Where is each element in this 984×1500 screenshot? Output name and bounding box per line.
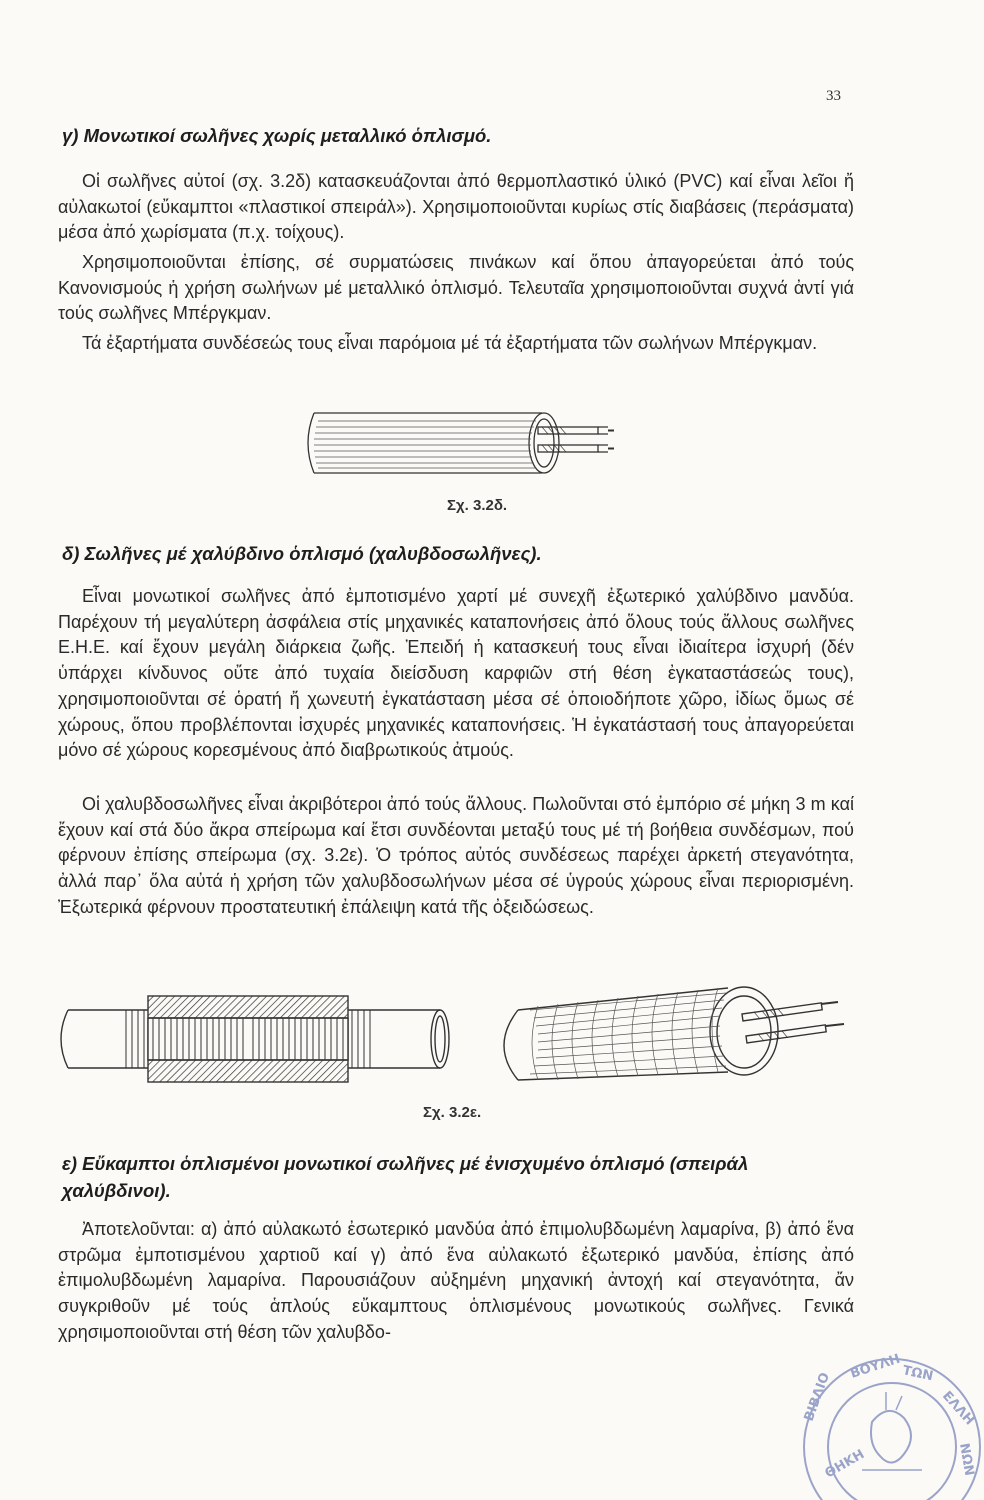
section-d-heading: δ) Σωλῆνες μέ χαλύβδινο ὁπλισμό (χαλυβδοσωλῆνες).: [62, 543, 542, 564]
section-e-heading: ε) Εὔκαμπτοι ὁπλισμένοι μονωτικοί σωλῆνες μέ ἐνισχυμένο ὁπλισμό (σπειράλ χαλύβδινοι).: [62, 1153, 749, 1201]
figure-3-2d-pvc-conduit: [296, 405, 626, 485]
svg-text:ΒΙΒΛΙΟ: ΒΙΒΛΙΟ: [801, 1370, 834, 1424]
library-stamp-seal: [792, 1351, 977, 1500]
svg-text:ΝΩΝ: ΝΩΝ: [956, 1442, 977, 1478]
section-g-heading: γ) Μονωτικοί σωλῆνες χωρίς μεταλλικό ὁπλισμό.: [62, 125, 492, 146]
svg-text:ΘΗΚΗ: ΘΗΚΗ: [822, 1447, 868, 1482]
section-g-paragraph-1: Οἱ σωλῆνες αὐτοί (σχ. 3.2δ) κατασκευάζονται ἀπό θερμοπλαστικό ὑλικό (PVC) καί εἶναι λεῖοι ἤ αὐλακωτοί (εὔκαμπτοι «πλαστικοί σπειράλ»). Χρησιμοποιοῦνται κυρίως στίς διαβάσεις (περάσματα) μέσα ἀπό χωρίσματα (π.χ. τοίχους).: [58, 171, 854, 243]
figure-3-2e-armoured-conduit: [478, 976, 858, 1096]
section-e-paragraph-1: Ἀποτελοῦνται: α) ἀπό αὐλακωτό ἐσωτερικό μανδύα ἀπό ἐπιμολυβδωμένη λαμαρίνα, β) ἀπό ἕνα στρῶμα ἐμποτισμένου χαρτιοῦ καί γ) ἀπό ἕνα αὐλακωτό ἐξωτερικό μανδύα, ἐπίσης ἀπό ἐπιμολυβδωμένη λαμαρίνα. Παρουσιάζουν αὐξημένη μηχανική ἀντοχή καί στεγανότητα, ἄν συγκριθοῦν μέ τούς ἁπλούς εὔκαμπτους ὁπλισμένους μονωτικούς σωλῆνες. Γενικά χρησιμοποιοῦνται στή θέση τῶν χαλυβδο-: [58, 1219, 854, 1342]
section-d-paragraph-2: Οἱ χαλυβδοσωλῆνες εἶναι ἀκριβότεροι ἀπό τούς ἄλλους. Πωλοῦνται στό ἐμπόριο σέ μήκη 3 m καί ἔχουν καί στά δύο ἄκρα σπείρωμα καί ἔτσι συνδέονται μεταξύ τους μέ τή βοήθεια συνδέσμων, πού φέρνουν ἐπίσης σπείρωμα (σχ. 3.2ε). Ὁ τρόπος αὐτός συνδέσεως παρέχει ἀρκετή στεγανότητα, ἀλλά παρ᾽ ὅλα αὐτά ἡ χρήση τῶν χαλυβδοσωλήνων μέσα σέ ὑγρούς χώρους εἶναι περιορισμένη. Ἐξωτερικά φέρνουν προστατευτική ἐπάλειψη κατά τῆς ὀξειδώσεως.: [58, 794, 854, 917]
figure-3-2e-caption: Σχ. 3.2ε.: [423, 1104, 482, 1121]
section-g-paragraph-2: Χρησιμοποιοῦνται ἐπίσης, σέ συρματώσεις πινάκων καί ὅπου ἀπαγορεύεται ἀπό τούς Κανονισμούς ἡ χρήση σωλήνων μέ μεταλλικό ὁπλισμό. Τελευταῖα χρησιμοποιοῦνται συχνά ἀντί γιά τούς σωλῆνες Μπέργκμαν.: [58, 252, 854, 324]
figure-3-2d-caption: Σχ. 3.2δ.: [447, 497, 508, 514]
svg-text:ΒΟΥΛΗ: ΒΟΥΛΗ: [848, 1351, 903, 1382]
section-d-paragraph-1: Εἶναι μονωτικοί σωλῆνες ἀπό ἐμποτισμένο χαρτί μέ συνεχῆ ἐξωτερικό χαλύβδινο μανδύα. Παρέχουν τή μεγαλύτερη ἀσφάλεια στίς μηχανικές καταπονήσεις ἀπό ὅλους τούς ἄλλους σωλῆνες Ε.Η.Ε. καί ἔχουν μεγάλη διάρκεια ζωῆς. Ἐπειδή ἡ κατασκευή τους εἶναι ἰδιαίτερα ἰσχυρή (δέν ὑπάρχει κίνδυνος οὔτε ἀπό τυχαία διείσδυση καρφιῶν στή θέση ἐγκαταστάσεώς τους), χρησιμοποιοῦνται σέ ὁρατή ἤ χωνευτή ἐγκατάσταση μέσα σέ ὁποιοδήποτε χῶρο, ἰδίως ὅμως σέ χώρους, ὅπου προβλέπονται ἰσχυρές μηχανικές καταπονήσεις. Ἡ ἐγκατάστασή τους ἀπαγορεύεται μόνο σέ χώρους κορεσμένους ἀπό διαβρωτικούς ἀτμούς.: [58, 586, 854, 761]
figure-3-2e-steel-conduit-coupling: [48, 988, 458, 1098]
svg-text:ΤΩΝ: ΤΩΝ: [901, 1363, 935, 1385]
section-g-paragraph-3: Τά ἐξαρτήματα συνδέσεώς τους εἶναι παρόμοια μέ τά ἐξαρτήματα τῶν σωλήνων Μπέργκμαν.: [82, 333, 818, 353]
svg-text:ΕΛΛΗ: ΕΛΛΗ: [939, 1388, 977, 1429]
page-number: 33: [826, 88, 841, 104]
